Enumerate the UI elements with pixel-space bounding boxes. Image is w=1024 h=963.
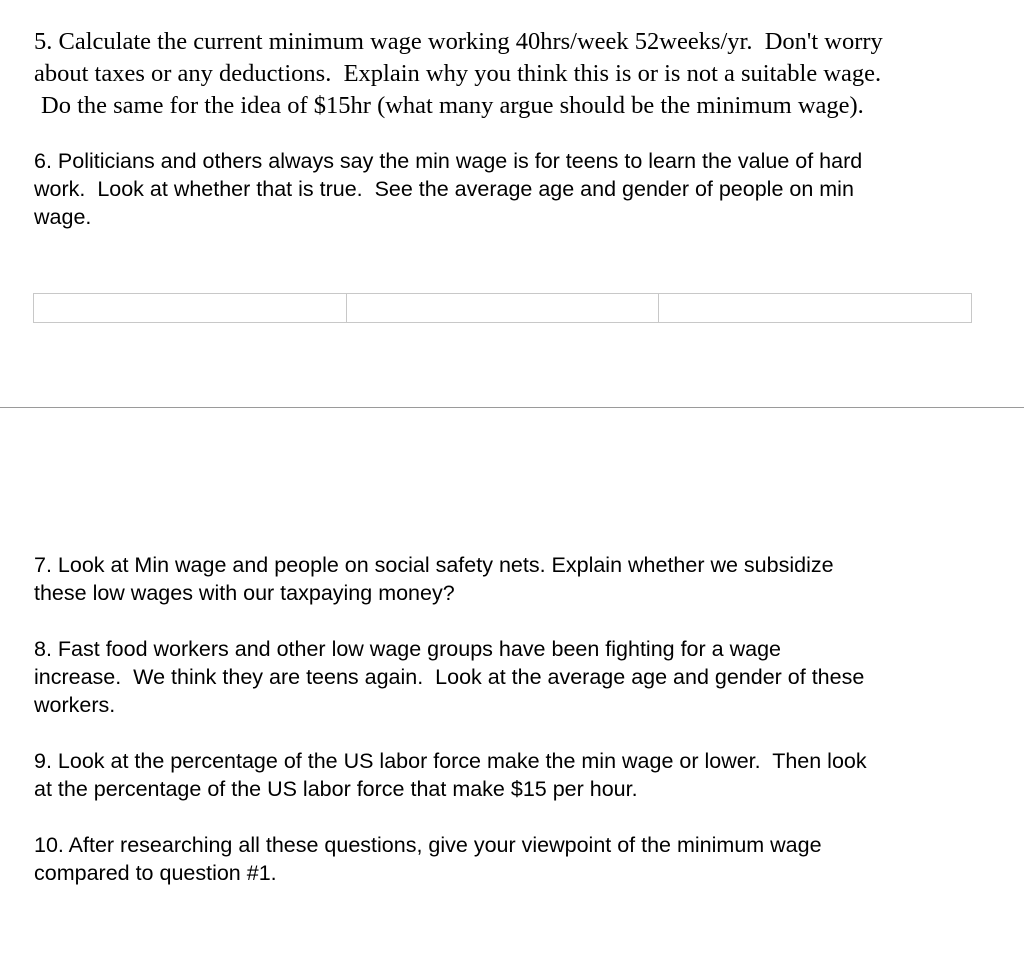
question-6-line-2: work. Look at whether that is true. See the average age and gender of people on min [34, 177, 854, 201]
question-5-line-2: about taxes or any deductions. Explain why you think this is or is not a suitable wage. [34, 60, 882, 87]
question-9-line-2: at the percentage of the US labor force that make $15 per hour. [34, 777, 638, 801]
question-5-line-1: 5. Calculate the current minimum wage working 40hrs/week 52weeks/yr. Don't worry [34, 28, 883, 55]
question-8-line-1: 8. Fast food workers and other low wage groups have been fighting for a wage [34, 637, 781, 661]
question-6 [34, 147, 994, 231]
question-8 [34, 635, 994, 719]
question-10 [34, 831, 994, 887]
page-break-divider [0, 407, 1024, 408]
question-10-line-1: 10. After researching all these questions, give your viewpoint of the minimum wage [34, 833, 822, 857]
question-7-line-1: 7. Look at Min wage and people on social safety nets. Explain whether we subsidize [34, 553, 834, 577]
question-8-line-3: workers. [34, 693, 116, 717]
question-9-line-1: 9. Look at the percentage of the US labor force make the min wage or lower. Then look [34, 749, 867, 773]
question-9 [34, 747, 994, 803]
answer-table-cell-3[interactable] [659, 294, 971, 322]
question-5-line-3: Do the same for the idea of $15hr (what many argue should be the minimum wage). [41, 92, 864, 119]
answer-table [33, 293, 972, 323]
question-7 [34, 551, 994, 607]
answer-table-cell-2[interactable] [347, 294, 660, 322]
question-10-line-2: compared to question #1. [34, 861, 277, 885]
question-7-line-2: these low wages with our taxpaying money? [34, 581, 455, 605]
question-8-line-2: increase. We think they are teens again. Look at the average age and gender of these [34, 665, 865, 689]
question-6-line-1: 6. Politicians and others always say the min wage is for teens to learn the value of hard [34, 149, 863, 173]
question-6-line-3: wage. [34, 205, 92, 229]
answer-table-cell-1[interactable] [34, 294, 347, 322]
question-5 [34, 26, 994, 122]
